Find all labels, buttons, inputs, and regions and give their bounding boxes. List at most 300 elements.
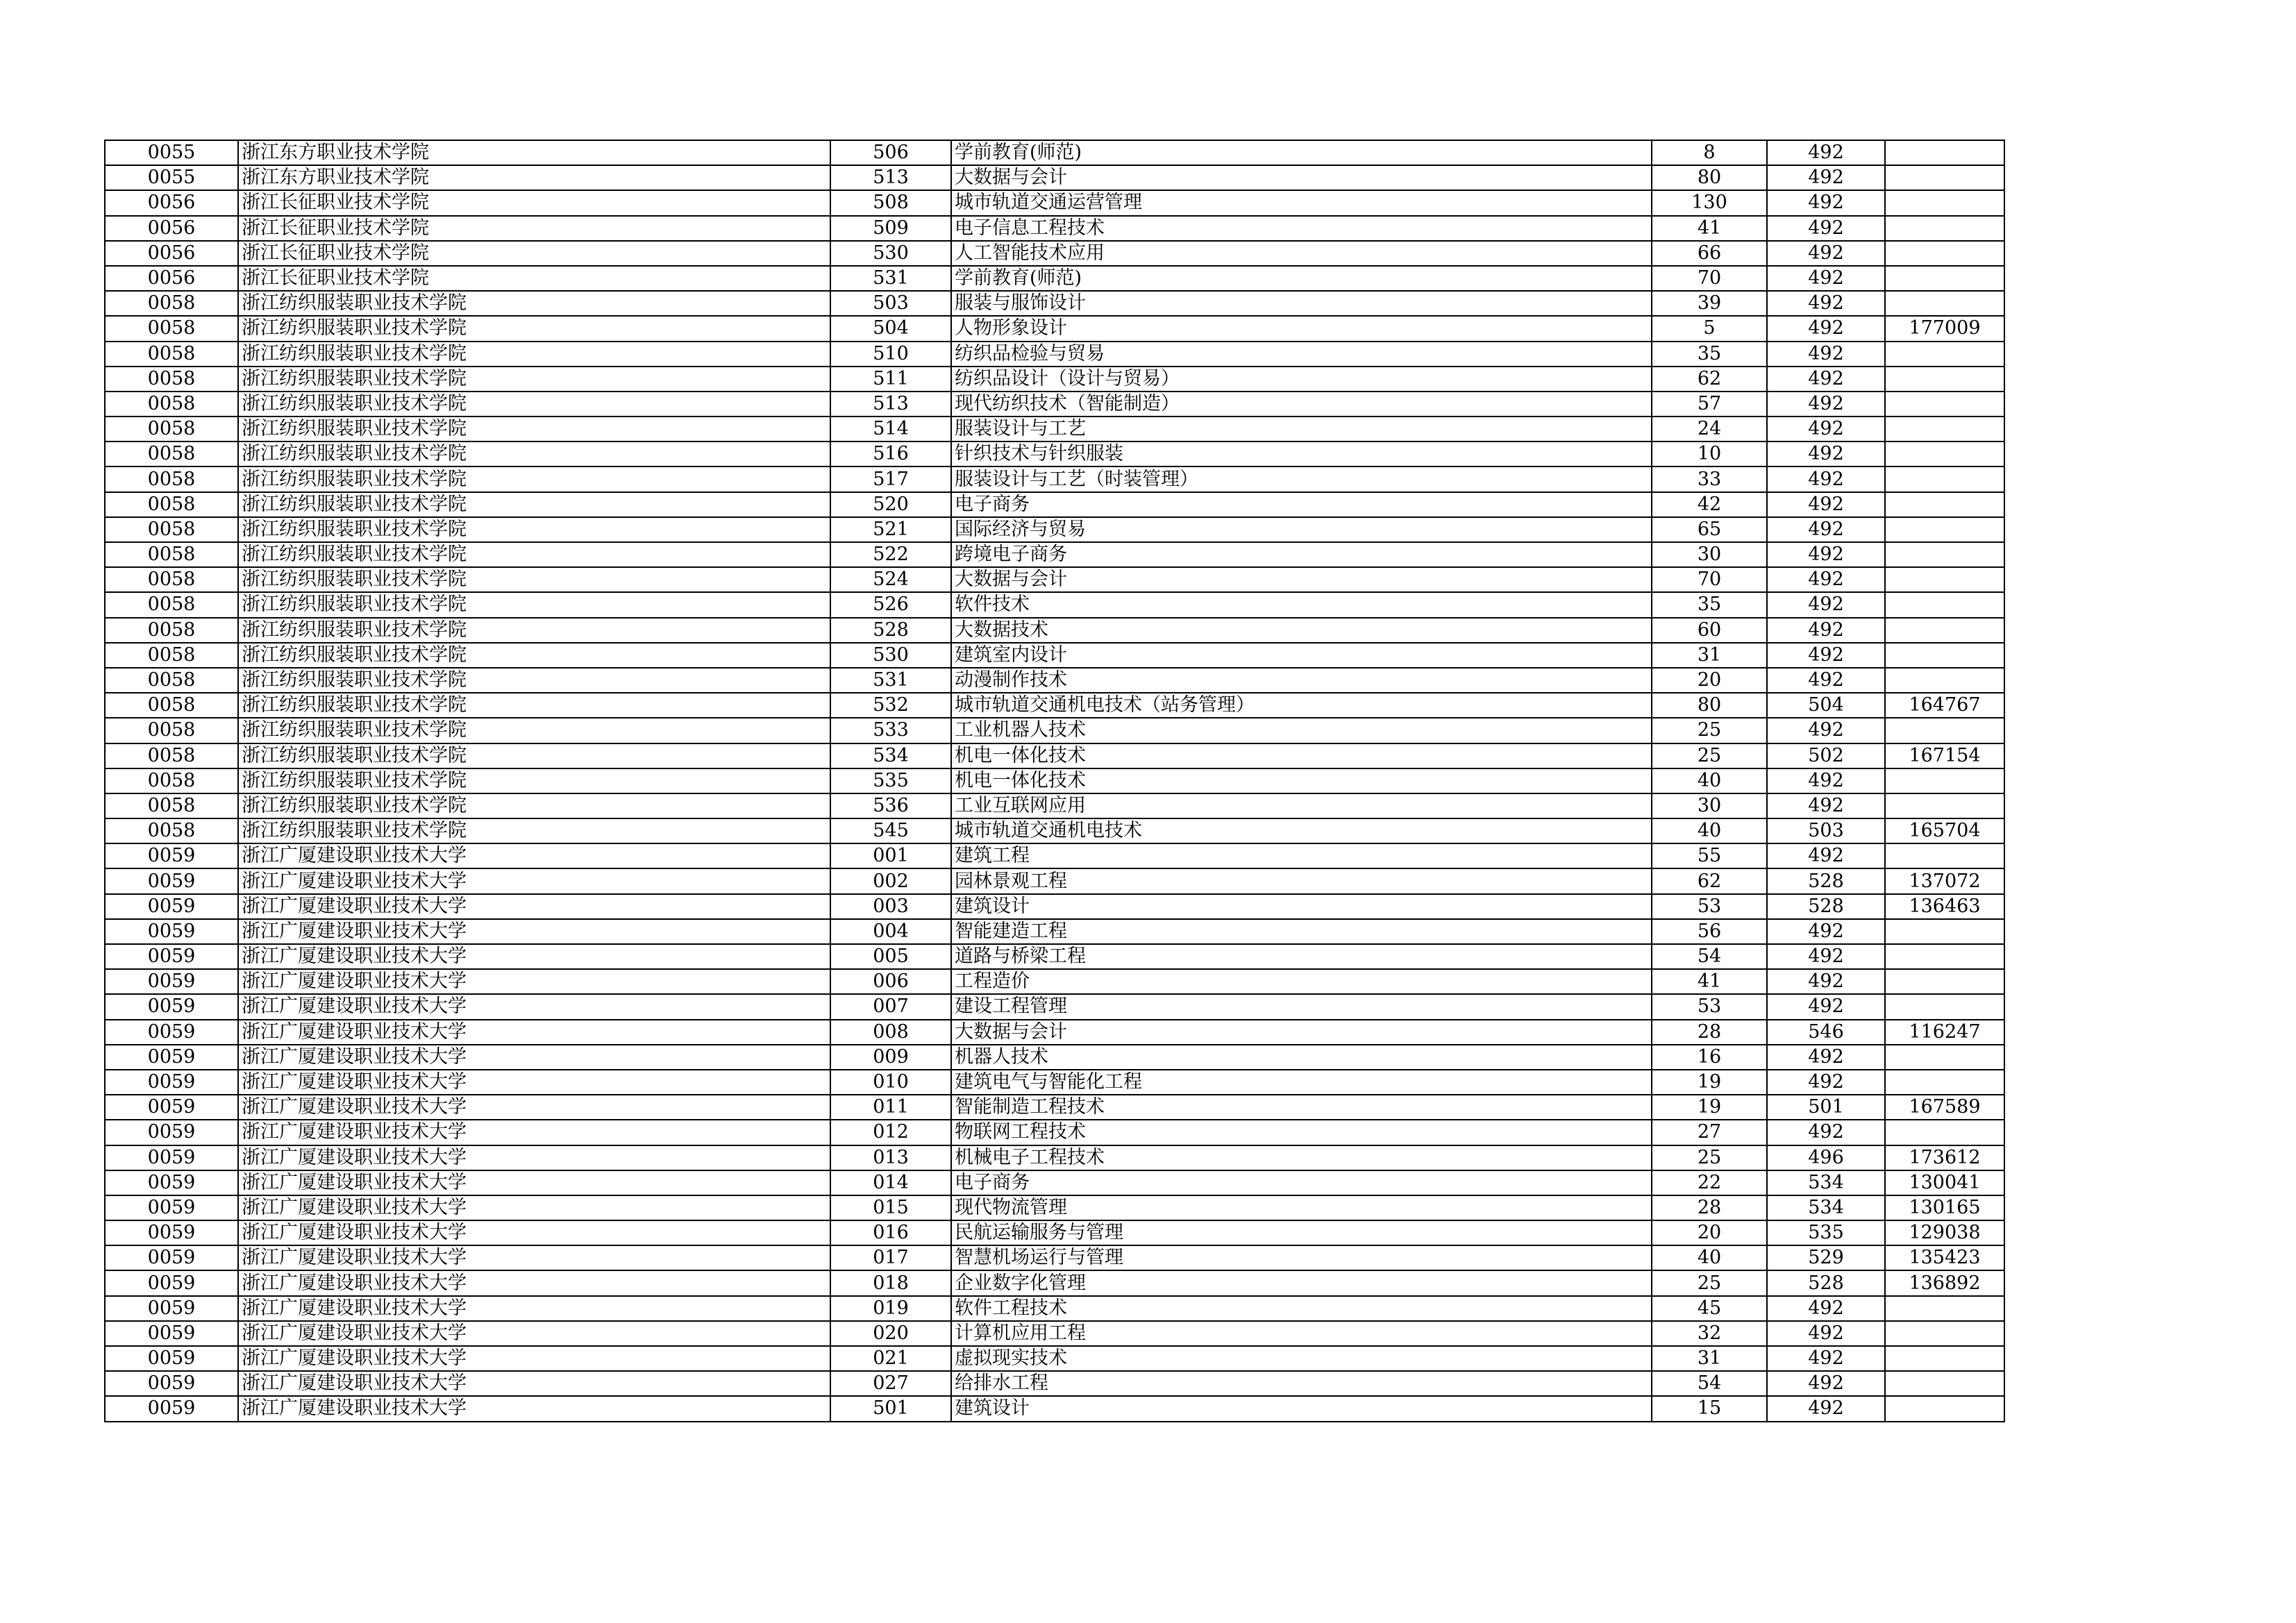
- major-name-cell: 大数据技术: [951, 618, 1652, 643]
- plan-count-cell: 70: [1652, 567, 1767, 592]
- min-rank-cell: 135423: [1885, 1245, 2004, 1270]
- major-name-cell: 跨境电子商务: [951, 542, 1652, 567]
- table-row: [105, 668, 2004, 693]
- min-rank-cell: 136463: [1885, 894, 2004, 919]
- plan-count-cell: 30: [1652, 793, 1767, 818]
- school-code-cell: 0059: [105, 1396, 238, 1421]
- min-rank-cell: [1885, 1045, 2004, 1070]
- major-name-cell: 软件工程技术: [951, 1296, 1652, 1321]
- school-code-cell: 0059: [105, 1321, 238, 1346]
- major-name-cell: 建设工程管理: [951, 994, 1652, 1019]
- min-score-cell: 492: [1767, 1070, 1885, 1095]
- table-row: [105, 1321, 2004, 1346]
- major-name-cell: 针织技术与针织服装: [951, 442, 1652, 466]
- min-rank-cell: [1885, 190, 2004, 215]
- plan-count-cell: 31: [1652, 643, 1767, 668]
- min-rank-cell: [1885, 592, 2004, 617]
- major-name-cell: 人物形象设计: [951, 316, 1652, 341]
- min-rank-cell: [1885, 994, 2004, 1019]
- school-code-cell: 0059: [105, 1296, 238, 1321]
- major-code-cell: 019: [830, 1296, 951, 1321]
- school-name-cell: 浙江纺织服装职业技术学院: [238, 542, 830, 567]
- major-name-cell: 园林景观工程: [951, 868, 1652, 893]
- min-rank-cell: [1885, 1346, 2004, 1371]
- min-score-cell: 492: [1767, 291, 1885, 316]
- table-row: [105, 618, 2004, 643]
- min-score-cell: 492: [1767, 1045, 1885, 1070]
- min-score-cell: 492: [1767, 392, 1885, 417]
- table-row: [105, 868, 2004, 893]
- min-rank-cell: 130041: [1885, 1170, 2004, 1195]
- min-score-cell: 492: [1767, 417, 1885, 442]
- plan-count-cell: 25: [1652, 743, 1767, 768]
- major-name-cell: 机电一体化技术: [951, 743, 1652, 768]
- min-score-cell: 496: [1767, 1145, 1885, 1170]
- school-code-cell: 0058: [105, 618, 238, 643]
- min-rank-cell: [1885, 241, 2004, 266]
- major-code-cell: 027: [830, 1371, 951, 1396]
- school-name-cell: 浙江广厦建设职业技术大学: [238, 1245, 830, 1270]
- school-code-cell: 0058: [105, 668, 238, 693]
- school-name-cell: 浙江广厦建设职业技术大学: [238, 1270, 830, 1295]
- major-name-cell: 大数据与会计: [951, 567, 1652, 592]
- min-score-cell: 492: [1767, 1296, 1885, 1321]
- major-code-cell: 017: [830, 1245, 951, 1270]
- plan-count-cell: 30: [1652, 542, 1767, 567]
- table-row: [105, 1296, 2004, 1321]
- min-rank-cell: [1885, 492, 2004, 517]
- major-name-cell: 工业互联网应用: [951, 793, 1652, 818]
- major-code-cell: 524: [830, 567, 951, 592]
- min-score-cell: 546: [1767, 1020, 1885, 1045]
- min-rank-cell: [1885, 969, 2004, 994]
- min-rank-cell: [1885, 944, 2004, 969]
- table-row: [105, 1245, 2004, 1270]
- plan-count-cell: 130: [1652, 190, 1767, 215]
- min-rank-cell: [1885, 618, 2004, 643]
- major-code-cell: 531: [830, 266, 951, 291]
- school-name-cell: 浙江广厦建设职业技术大学: [238, 1321, 830, 1346]
- table-row: [105, 1220, 2004, 1245]
- min-score-cell: 492: [1767, 492, 1885, 517]
- major-name-cell: 建筑电气与智能化工程: [951, 1070, 1652, 1095]
- min-score-cell: 529: [1767, 1245, 1885, 1270]
- major-code-cell: 520: [830, 492, 951, 517]
- school-name-cell: 浙江纺织服装职业技术学院: [238, 567, 830, 592]
- school-name-cell: 浙江纺织服装职业技术学院: [238, 492, 830, 517]
- school-code-cell: 0058: [105, 693, 238, 718]
- school-code-cell: 0058: [105, 517, 238, 542]
- min-rank-cell: [1885, 140, 2004, 165]
- plan-count-cell: 42: [1652, 492, 1767, 517]
- major-code-cell: 012: [830, 1120, 951, 1145]
- school-name-cell: 浙江东方职业技术学院: [238, 140, 830, 165]
- plan-count-cell: 62: [1652, 868, 1767, 893]
- major-code-cell: 003: [830, 894, 951, 919]
- major-name-cell: 工程造价: [951, 969, 1652, 994]
- school-name-cell: 浙江纺织服装职业技术学院: [238, 517, 830, 542]
- plan-count-cell: 33: [1652, 466, 1767, 491]
- table-row: [105, 592, 2004, 617]
- min-score-cell: 492: [1767, 190, 1885, 215]
- major-code-cell: 517: [830, 466, 951, 491]
- major-code-cell: 010: [830, 1070, 951, 1095]
- min-score-cell: 492: [1767, 542, 1885, 567]
- table-row: [105, 994, 2004, 1019]
- major-name-cell: 纺织品设计（设计与贸易）: [951, 367, 1652, 392]
- table-row: [105, 165, 2004, 190]
- min-score-cell: 492: [1767, 1346, 1885, 1371]
- plan-count-cell: 62: [1652, 367, 1767, 392]
- school-code-cell: 0059: [105, 843, 238, 868]
- school-code-cell: 0059: [105, 1220, 238, 1245]
- major-name-cell: 学前教育(师范): [951, 266, 1652, 291]
- min-score-cell: 528: [1767, 1270, 1885, 1295]
- school-code-cell: 0059: [105, 1045, 238, 1070]
- major-name-cell: 虚拟现实技术: [951, 1346, 1652, 1371]
- min-score-cell: 501: [1767, 1095, 1885, 1120]
- min-score-cell: 492: [1767, 793, 1885, 818]
- major-code-cell: 530: [830, 643, 951, 668]
- table-row: [105, 216, 2004, 241]
- min-rank-cell: 167154: [1885, 743, 2004, 768]
- table-row: [105, 1120, 2004, 1145]
- school-name-cell: 浙江广厦建设职业技术大学: [238, 1170, 830, 1195]
- major-code-cell: 535: [830, 768, 951, 793]
- school-name-cell: 浙江纺织服装职业技术学院: [238, 818, 830, 843]
- major-code-cell: 013: [830, 1145, 951, 1170]
- min-score-cell: 535: [1767, 1220, 1885, 1245]
- major-name-cell: 智能建造工程: [951, 919, 1652, 944]
- major-code-cell: 513: [830, 165, 951, 190]
- major-name-cell: 服装设计与工艺（时装管理）: [951, 466, 1652, 491]
- major-name-cell: 工业机器人技术: [951, 718, 1652, 743]
- school-name-cell: 浙江纺织服装职业技术学院: [238, 291, 830, 316]
- school-name-cell: 浙江广厦建设职业技术大学: [238, 1346, 830, 1371]
- school-name-cell: 浙江广厦建设职业技术大学: [238, 1220, 830, 1245]
- school-name-cell: 浙江长征职业技术学院: [238, 241, 830, 266]
- major-code-cell: 514: [830, 417, 951, 442]
- major-code-cell: 014: [830, 1170, 951, 1195]
- school-name-cell: 浙江纺织服装职业技术学院: [238, 618, 830, 643]
- major-name-cell: 软件技术: [951, 592, 1652, 617]
- min-rank-cell: [1885, 216, 2004, 241]
- table-row: [105, 492, 2004, 517]
- table-row: [105, 768, 2004, 793]
- min-rank-cell: 116247: [1885, 1020, 2004, 1045]
- school-code-cell: 0059: [105, 1020, 238, 1045]
- plan-count-cell: 39: [1652, 291, 1767, 316]
- school-code-cell: 0059: [105, 868, 238, 893]
- table-row: [105, 818, 2004, 843]
- plan-count-cell: 28: [1652, 1195, 1767, 1220]
- plan-count-cell: 66: [1652, 241, 1767, 266]
- major-code-cell: 016: [830, 1220, 951, 1245]
- plan-count-cell: 53: [1652, 894, 1767, 919]
- school-code-cell: 0059: [105, 919, 238, 944]
- min-score-cell: 492: [1767, 517, 1885, 542]
- major-name-cell: 民航运输服务与管理: [951, 1220, 1652, 1245]
- major-name-cell: 人工智能技术应用: [951, 241, 1652, 266]
- school-name-cell: 浙江广厦建设职业技术大学: [238, 1371, 830, 1396]
- major-name-cell: 纺织品检验与贸易: [951, 342, 1652, 367]
- min-score-cell: 492: [1767, 1321, 1885, 1346]
- school-name-cell: 浙江长征职业技术学院: [238, 216, 830, 241]
- major-name-cell: 企业数字化管理: [951, 1270, 1652, 1295]
- min-score-cell: 492: [1767, 618, 1885, 643]
- table-row: [105, 517, 2004, 542]
- school-name-cell: 浙江长征职业技术学院: [238, 190, 830, 215]
- min-rank-cell: [1885, 919, 2004, 944]
- min-rank-cell: [1885, 165, 2004, 190]
- min-rank-cell: [1885, 668, 2004, 693]
- table-row: [105, 316, 2004, 341]
- school-name-cell: 浙江纺织服装职业技术学院: [238, 693, 830, 718]
- table-row: [105, 417, 2004, 442]
- school-name-cell: 浙江纺织服装职业技术学院: [238, 342, 830, 367]
- min-score-cell: 503: [1767, 818, 1885, 843]
- min-score-cell: 492: [1767, 1120, 1885, 1145]
- plan-count-cell: 25: [1652, 1270, 1767, 1295]
- table-row: [105, 1145, 2004, 1170]
- plan-count-cell: 24: [1652, 417, 1767, 442]
- table-row: [105, 643, 2004, 668]
- plan-count-cell: 60: [1652, 618, 1767, 643]
- major-code-cell: 007: [830, 994, 951, 1019]
- plan-count-cell: 16: [1652, 1045, 1767, 1070]
- school-code-cell: 0059: [105, 1195, 238, 1220]
- table-row: [105, 1270, 2004, 1295]
- min-score-cell: 492: [1767, 969, 1885, 994]
- table-row: [105, 140, 2004, 165]
- major-name-cell: 智慧机场运行与管理: [951, 1245, 1652, 1270]
- min-score-cell: 492: [1767, 994, 1885, 1019]
- min-rank-cell: 167589: [1885, 1095, 2004, 1120]
- school-code-cell: 0059: [105, 969, 238, 994]
- table-row: [105, 241, 2004, 266]
- plan-count-cell: 54: [1652, 944, 1767, 969]
- table-row: [105, 367, 2004, 392]
- school-name-cell: 浙江纺织服装职业技术学院: [238, 367, 830, 392]
- min-score-cell: 502: [1767, 743, 1885, 768]
- min-score-cell: 528: [1767, 894, 1885, 919]
- table-row: [105, 1045, 2004, 1070]
- min-rank-cell: [1885, 466, 2004, 491]
- min-score-cell: 492: [1767, 165, 1885, 190]
- major-code-cell: 020: [830, 1321, 951, 1346]
- major-name-cell: 建筑工程: [951, 843, 1652, 868]
- major-name-cell: 电子商务: [951, 1170, 1652, 1195]
- min-rank-cell: 173612: [1885, 1145, 2004, 1170]
- plan-count-cell: 56: [1652, 919, 1767, 944]
- major-name-cell: 机器人技术: [951, 1045, 1652, 1070]
- plan-count-cell: 19: [1652, 1070, 1767, 1095]
- school-name-cell: 浙江广厦建设职业技术大学: [238, 843, 830, 868]
- min-score-cell: 492: [1767, 241, 1885, 266]
- major-code-cell: 021: [830, 1346, 951, 1371]
- school-code-cell: 0055: [105, 165, 238, 190]
- min-score-cell: 492: [1767, 843, 1885, 868]
- school-name-cell: 浙江广厦建设职业技术大学: [238, 894, 830, 919]
- min-rank-cell: [1885, 266, 2004, 291]
- min-score-cell: 534: [1767, 1195, 1885, 1220]
- major-code-cell: 531: [830, 668, 951, 693]
- plan-count-cell: 20: [1652, 668, 1767, 693]
- major-code-cell: 534: [830, 743, 951, 768]
- plan-count-cell: 70: [1652, 266, 1767, 291]
- school-code-cell: 0058: [105, 367, 238, 392]
- major-name-cell: 城市轨道交通机电技术（站务管理）: [951, 693, 1652, 718]
- school-code-cell: 0058: [105, 718, 238, 743]
- plan-count-cell: 5: [1652, 316, 1767, 341]
- plan-count-cell: 57: [1652, 392, 1767, 417]
- school-name-cell: 浙江纺织服装职业技术学院: [238, 643, 830, 668]
- min-rank-cell: [1885, 1396, 2004, 1421]
- min-rank-cell: [1885, 768, 2004, 793]
- min-rank-cell: 165704: [1885, 818, 2004, 843]
- school-code-cell: 0056: [105, 241, 238, 266]
- major-code-cell: 005: [830, 944, 951, 969]
- major-name-cell: 建筑室内设计: [951, 643, 1652, 668]
- school-name-cell: 浙江广厦建设职业技术大学: [238, 1120, 830, 1145]
- table-row: [105, 718, 2004, 743]
- plan-count-cell: 22: [1652, 1170, 1767, 1195]
- school-code-cell: 0056: [105, 266, 238, 291]
- min-rank-cell: [1885, 1296, 2004, 1321]
- major-code-cell: 015: [830, 1195, 951, 1220]
- table-row: [105, 342, 2004, 367]
- table-row: [105, 843, 2004, 868]
- school-code-cell: 0058: [105, 567, 238, 592]
- min-score-cell: 492: [1767, 668, 1885, 693]
- school-name-cell: 浙江广厦建设职业技术大学: [238, 1045, 830, 1070]
- school-code-cell: 0055: [105, 140, 238, 165]
- school-name-cell: 浙江纺织服装职业技术学院: [238, 442, 830, 466]
- admission-table: [104, 140, 2005, 1422]
- major-code-cell: 018: [830, 1270, 951, 1295]
- school-code-cell: 0058: [105, 291, 238, 316]
- school-name-cell: 浙江纺织服装职业技术学院: [238, 718, 830, 743]
- table-row: [105, 793, 2004, 818]
- school-name-cell: 浙江广厦建设职业技术大学: [238, 1095, 830, 1120]
- major-name-cell: 动漫制作技术: [951, 668, 1652, 693]
- school-code-cell: 0056: [105, 216, 238, 241]
- table-row: [105, 1371, 2004, 1396]
- major-code-cell: 526: [830, 592, 951, 617]
- major-code-cell: 521: [830, 517, 951, 542]
- plan-count-cell: 55: [1652, 843, 1767, 868]
- min-rank-cell: [1885, 517, 2004, 542]
- major-code-cell: 536: [830, 793, 951, 818]
- school-code-cell: 0058: [105, 316, 238, 341]
- table-row: [105, 969, 2004, 994]
- min-score-cell: 492: [1767, 718, 1885, 743]
- school-code-cell: 0059: [105, 1070, 238, 1095]
- min-rank-cell: [1885, 643, 2004, 668]
- table-row: [105, 466, 2004, 491]
- plan-count-cell: 45: [1652, 1296, 1767, 1321]
- major-code-cell: 006: [830, 969, 951, 994]
- major-name-cell: 大数据与会计: [951, 165, 1652, 190]
- min-score-cell: 492: [1767, 592, 1885, 617]
- major-name-cell: 道路与桥梁工程: [951, 944, 1652, 969]
- school-code-cell: 0059: [105, 1346, 238, 1371]
- major-code-cell: 511: [830, 367, 951, 392]
- school-name-cell: 浙江纺织服装职业技术学院: [238, 592, 830, 617]
- plan-count-cell: 15: [1652, 1396, 1767, 1421]
- school-code-cell: 0059: [105, 1145, 238, 1170]
- school-code-cell: 0058: [105, 392, 238, 417]
- school-name-cell: 浙江东方职业技术学院: [238, 165, 830, 190]
- plan-count-cell: 40: [1652, 1245, 1767, 1270]
- min-score-cell: 492: [1767, 1371, 1885, 1396]
- major-code-cell: 011: [830, 1095, 951, 1120]
- school-code-cell: 0059: [105, 1371, 238, 1396]
- major-code-cell: 545: [830, 818, 951, 843]
- plan-count-cell: 41: [1652, 969, 1767, 994]
- min-score-cell: 492: [1767, 442, 1885, 466]
- school-name-cell: 浙江纺织服装职业技术学院: [238, 743, 830, 768]
- plan-count-cell: 19: [1652, 1095, 1767, 1120]
- table-body: [105, 140, 2004, 1422]
- min-rank-cell: [1885, 342, 2004, 367]
- table-row: [105, 542, 2004, 567]
- major-code-cell: 513: [830, 392, 951, 417]
- school-code-cell: 0059: [105, 1170, 238, 1195]
- plan-count-cell: 10: [1652, 442, 1767, 466]
- major-code-cell: 533: [830, 718, 951, 743]
- school-name-cell: 浙江长征职业技术学院: [238, 266, 830, 291]
- major-code-cell: 506: [830, 140, 951, 165]
- school-name-cell: 浙江纺织服装职业技术学院: [238, 417, 830, 442]
- min-rank-cell: 130165: [1885, 1195, 2004, 1220]
- major-name-cell: 机电一体化技术: [951, 768, 1652, 793]
- plan-count-cell: 8: [1652, 140, 1767, 165]
- min-rank-cell: [1885, 367, 2004, 392]
- plan-count-cell: 28: [1652, 1020, 1767, 1045]
- school-code-cell: 0056: [105, 190, 238, 215]
- table-row: [105, 1170, 2004, 1195]
- plan-count-cell: 41: [1652, 216, 1767, 241]
- plan-count-cell: 40: [1652, 818, 1767, 843]
- major-name-cell: 智能制造工程技术: [951, 1095, 1652, 1120]
- school-name-cell: 浙江广厦建设职业技术大学: [238, 1020, 830, 1045]
- school-code-cell: 0059: [105, 994, 238, 1019]
- min-score-cell: 492: [1767, 768, 1885, 793]
- plan-count-cell: 35: [1652, 342, 1767, 367]
- major-code-cell: 503: [830, 291, 951, 316]
- min-score-cell: 504: [1767, 693, 1885, 718]
- min-rank-cell: [1885, 392, 2004, 417]
- plan-count-cell: 40: [1652, 768, 1767, 793]
- school-name-cell: 浙江广厦建设职业技术大学: [238, 994, 830, 1019]
- major-code-cell: 510: [830, 342, 951, 367]
- table-row: [105, 944, 2004, 969]
- major-code-cell: 528: [830, 618, 951, 643]
- plan-count-cell: 54: [1652, 1371, 1767, 1396]
- major-code-cell: 509: [830, 216, 951, 241]
- school-code-cell: 0058: [105, 768, 238, 793]
- major-name-cell: 电子商务: [951, 492, 1652, 517]
- plan-count-cell: 80: [1652, 693, 1767, 718]
- school-name-cell: 浙江纺织服装职业技术学院: [238, 793, 830, 818]
- school-code-cell: 0058: [105, 492, 238, 517]
- plan-count-cell: 53: [1652, 994, 1767, 1019]
- major-code-cell: 504: [830, 316, 951, 341]
- school-code-cell: 0058: [105, 592, 238, 617]
- min-rank-cell: 177009: [1885, 316, 2004, 341]
- table-row: [105, 442, 2004, 466]
